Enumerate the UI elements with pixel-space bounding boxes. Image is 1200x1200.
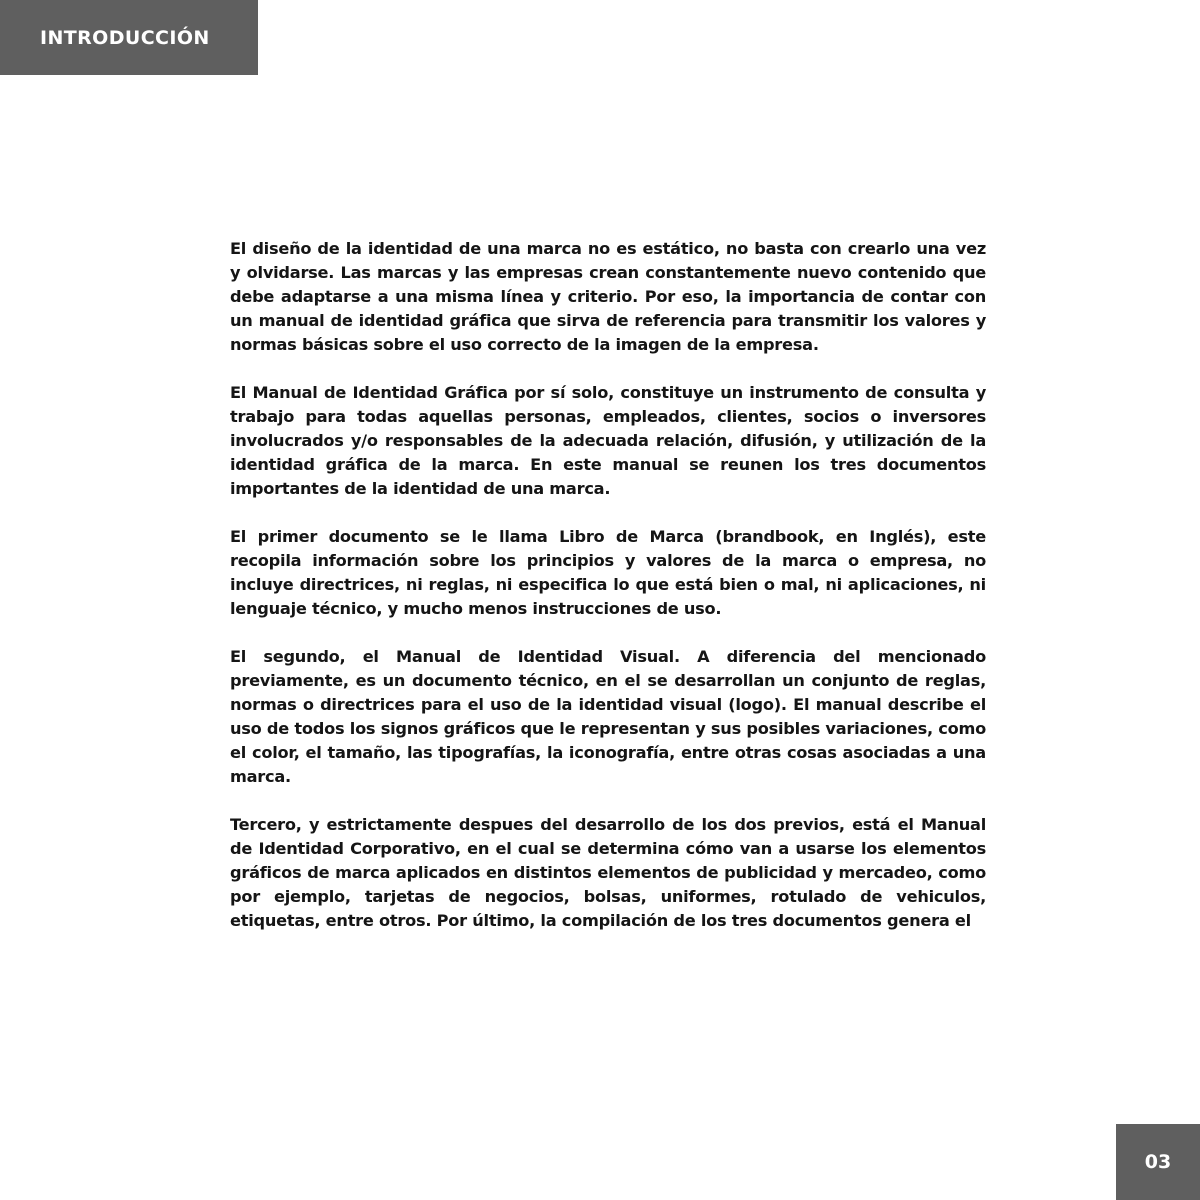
page-number-badge (1116, 1124, 1200, 1200)
section-title: INTRODUCCIÓN (40, 26, 210, 49)
paragraph-intro: El diseño de la identidad de una marca no es estático, no basta con crearlo una vez y olvidarse. Las marcas y las empresas crean constantemente nuevo contenido que debe adaptarse a una misma línea y criterio. Por eso, la importancia de contar con un manual de identidad gráfica que sirva de referencia para transmitir los valores y normas básicas sobre el uso correcto de la imagen de la empresa. (230, 239, 986, 354)
body-text (230, 237, 986, 933)
section-header-tab (0, 0, 258, 75)
page-number: 03 (1144, 1151, 1172, 1173)
paragraph-manual-identidad-grafica: El Manual de Identidad Gráfica por sí solo, constituye un instrumento de consulta y trabajo para todas aquellas personas, empleados, clientes, socios o inversores involucrados y/o responsables de la adecuada relación, difusión, y utilización de la identidad gráfica de la marca. En este manual se reunen los tres documentos importantes de la identidad de una marca. (230, 383, 986, 498)
paragraph-manual-identidad-corporativo: Tercero, y estrictamente despues del desarrollo de los dos previos, está el Manual de Identidad Corporativo, en el cual se determina cómo van a usarse los elementos gráficos de marca aplicados en distintos elementos de publicidad y mercadeo, como por ejemplo, tarjetas de negocios, bolsas, uniformes, rotulado de vehiculos, etiquetas, entre otros. Por último, la compilación de los tres documentos genera el (230, 815, 986, 930)
paragraph-manual-identidad-visual: El segundo, el Manual de Identidad Visual. A diferencia del mencionado previamente, es un documento técnico, en el se desarrollan un conjunto de reglas, normas o directrices para el uso de la identidad visual (logo). El manual describe el uso de todos los signos gráficos que le representan y sus posibles variaciones, como el color, el tamaño, las tipografías, la iconografía, entre otras cosas asociadas a una marca. (230, 647, 986, 786)
paragraph-libro-de-marca: El primer documento se le llama Libro de Marca (brandbook, en Inglés), este recopila información sobre los principios y valores de la marca o empresa, no incluye directrices, ni reglas, ni especifica lo que está bien o mal, ni aplicaciones, ni lenguaje técnico, y mucho menos instrucciones de uso. (230, 527, 986, 618)
